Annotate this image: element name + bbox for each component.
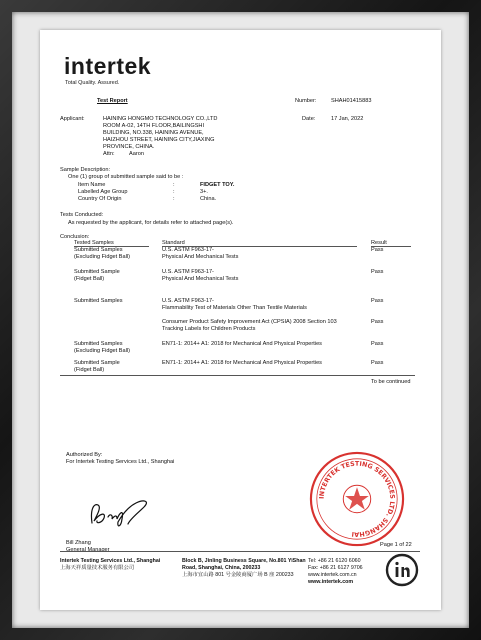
intertek-in-icon — [385, 553, 419, 587]
sample-colon: : — [173, 182, 175, 188]
row-standard-detail: Physical And Mechanical Tests — [162, 254, 239, 260]
applicant-label: Applicant: — [60, 116, 85, 122]
date-value: 17 Jan, 2022 — [331, 116, 364, 122]
row-standard: Consumer Product Safety Improvement Act (CPSIA) 2008 Section 103 — [162, 319, 337, 325]
row-sample-note: (Fidget Ball) — [74, 276, 105, 282]
sample-colon: : — [173, 189, 175, 195]
row-sample: Submitted Samples — [74, 341, 123, 347]
attn-value: Aaron — [129, 151, 144, 157]
footer-address-en: Block B, Jinling Business Square, No.801 YiShan — [182, 558, 306, 564]
authorized-heading: Authorized By: — [66, 452, 103, 458]
number-value: SHAH01415883 — [331, 98, 372, 104]
row-sample: Submitted Sample — [74, 269, 120, 275]
col-samples-header: Tested Samples — [74, 240, 114, 246]
row-result: Pass — [371, 360, 384, 366]
intertek-logo: intertek — [64, 53, 152, 79]
sample-label: Item Name — [78, 182, 106, 188]
tests-text: As requested by the applicant, for details refer to attached page(s). — [68, 220, 234, 226]
applicant-line: BUILDING, NO.338, HAINING AVENUE, — [103, 130, 204, 136]
row-standard: U.S. ASTM F963-17- — [162, 247, 214, 253]
footer-address-en: Road, Shanghai, China, 200233 — [182, 565, 261, 571]
footer-tel: Tel: +86 21 6120 6060 — [308, 558, 361, 564]
footer-company-cn: 上海天祥质量技术服务有限公司 — [60, 565, 135, 571]
row-standard: U.S. ASTM F963-17- — [162, 298, 214, 304]
footer-address-cn: 上海市宜山路 801 号金陵商厦广场 B 座 200233 — [182, 572, 294, 578]
brand-tagline: Total Quality. Assured. — [65, 80, 120, 86]
conclusion-heading: Conclusion: — [60, 234, 90, 240]
applicant-line: PROVINCE, CHINA. — [103, 144, 155, 150]
table-end-rule — [60, 375, 415, 376]
row-result: Pass — [371, 247, 384, 253]
certificate-page — [40, 30, 441, 610]
sample-label: Country Of Origin — [78, 196, 122, 202]
footer-rule — [60, 551, 420, 552]
svg-text:INTERTEK TESTING SERVICES LTD.: INTERTEK TESTING SERVICES LTD. SHANGHAI — [317, 459, 397, 539]
col-result-header: Result — [371, 240, 387, 246]
attn-label: Attn: — [103, 151, 115, 157]
report-title: Test Report — [97, 98, 128, 104]
row-result: Pass — [371, 298, 384, 304]
sample-label: Labelled Age Group — [78, 189, 128, 195]
company-seal — [308, 450, 406, 548]
row-standard-detail: Flammability Test of Materials Other Than Textile Materials — [162, 305, 307, 311]
footer-website: www.intertek.com — [308, 579, 354, 585]
row-result: Pass — [371, 341, 384, 347]
row-sample-note: (Excluding Fidget Ball) — [74, 348, 130, 354]
row-standard: EN71-1: 2014+ A1: 2018 for Mechanical And Physical Properties — [162, 360, 322, 366]
sample-colon: : — [173, 196, 175, 202]
col-standard-header: Standard — [162, 240, 185, 246]
row-standard: U.S. ASTM F963-17- — [162, 269, 214, 275]
row-sample-note: (Excluding Fidget Ball) — [74, 254, 130, 260]
applicant-line: HAIZHOU STREET, HAINING CITY,JIAXING — [103, 137, 215, 143]
sample-heading: Sample Description: — [60, 167, 111, 173]
date-label: Date: — [302, 116, 316, 122]
row-sample-note: (Fidget Ball) — [74, 367, 105, 373]
signature — [84, 497, 169, 531]
row-sample: Submitted Sample — [74, 360, 120, 366]
applicant-line: HAINING HONGMO TECHNOLOGY CO.,LTD — [103, 116, 218, 122]
row-standard-detail: Physical And Mechanical Tests — [162, 276, 239, 282]
continued-note: To be continued — [371, 379, 411, 385]
row-sample: Submitted Samples — [74, 247, 123, 253]
applicant-line: ROOM A-02, 14TH FLOOR,BAILINGSHI — [103, 123, 205, 129]
sample-value: 3+. — [200, 189, 208, 195]
footer-fax: Fax: +86 21 6127 9706 — [308, 565, 363, 571]
tests-heading: Tests Conducted: — [60, 212, 104, 218]
row-standard: EN71-1: 2014+ A1: 2018 for Mechanical And Physical Properties — [162, 341, 322, 347]
sample-value: China. — [200, 196, 217, 202]
row-standard-detail: Tracking Labels for Children Products — [162, 326, 256, 332]
page-number: Page 1 of 22 — [380, 542, 412, 548]
row-sample: Submitted Samples — [74, 298, 123, 304]
row-result: Pass — [371, 319, 384, 325]
authorized-org: For Intertek Testing Services Ltd., Shanghai — [66, 459, 175, 465]
signer-name: Bill Zhang — [66, 540, 91, 546]
sample-intro: One (1) group of submitted sample said to be : — [68, 174, 184, 180]
signer-title: General Manager — [66, 547, 110, 553]
row-result: Pass — [371, 269, 384, 275]
footer-company-en: Intertek Testing Services Ltd., Shanghai — [60, 558, 161, 564]
sample-value: FIDGET TOY. — [200, 182, 235, 188]
footer-email: www.intertek.com.cn — [308, 572, 357, 578]
number-label: Number: — [295, 98, 317, 104]
